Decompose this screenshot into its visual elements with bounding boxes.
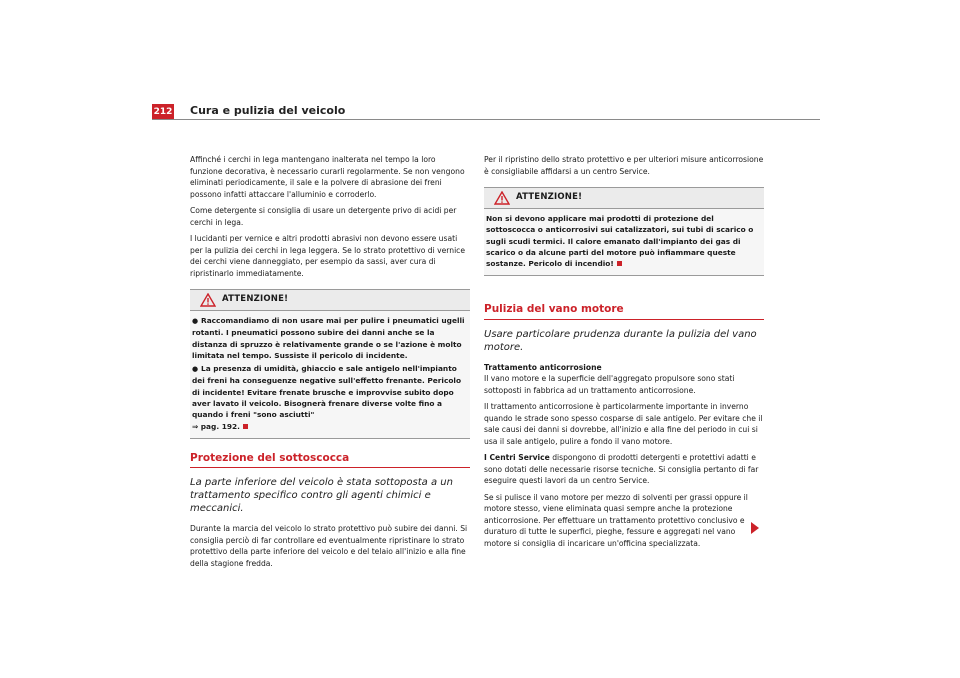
paragraph: I lucidanti per vernice e altri prodotti abrasivi non devono essere usati per la pulizia dei cerchi in lega leggera. Se lo strato protettivo di vernice dei cerchi viene danneggiato, per esempio da sassi, aver cura di ripristinarlo immediatamente. [190,234,466,278]
warning-box [190,289,470,439]
bold-term: I Centri Service [484,453,550,463]
end-marker-icon [617,261,622,266]
warning-text-content: Non si devono applicare mai prodotti di protezione del sottoscocca o anticorrosivi sui catalizzatori, sui tubi di scarico o sugli scudi termici. Il calore emanato dall'impianto dei gas di scarico o da alcune parti del motore può infiammare queste sostanze. Pericolo di incendio! [486,214,754,269]
paragraph: Se si pulisce il vano motore per mezzo di solventi per grassi oppure il motore stesso, viene eliminata quasi sempre anche la protezione anticorrosione. Per effettuare un trattamento protettivo conclusivo e duraturo di tutte le superfici, pieghe, fessure e aggregati nel vano motore si consiglia di incaricare un'officina specializzata. [484,492,748,548]
paragraph: Come detergente si consiglia di usare un detergente privo di acidi per cerchi in lega. [190,206,457,227]
warning-bullet-text: Raccomandiamo di non usare mai per pulire i pneumatici ugelli rotanti. I pneumatici possono subire dei danni anche se la distanza di spruzzo è relativamente grande o se l'azione è molto limitata nel tempo. Sussiste il pericolo di incidente. [192,316,465,360]
paragraph [484,452,764,487]
paragraph: Durante la marcia del veicolo lo strato protettivo può subire dei danni. Si consiglia perciò di far controllare ed eventualmente ripristinare lo strato protettivo della parte inferiore del veicolo e del telaio all'inizio e alla fine della stagione fredda. [190,524,468,568]
warning-triangle-icon [200,293,216,307]
right-column [484,154,764,554]
warning-bullet [192,363,468,432]
warning-bullet-text: La presenza di umidità, ghiaccio e sale antigelo nell'impianto dei freni ha conseguenze negative sull'effetto frenante. Pericolo di incidente! Evitare frenate brusche e improvvise subito dopo aver lavato il veicolo. Bisognerà frenare diverse volte fino a quando i freni "sono asciutti" [192,364,462,420]
warning-triangle-icon [494,191,510,205]
section-title: Protezione del sottoscocca [190,453,470,469]
warning-title: ATTENZIONE! [222,294,289,305]
page-number: 212 [152,104,174,119]
paragraph: Il trattamento anticorrosione è particolarmente importante in inverno quando le strade sono spesso cosparse di sale antigelo. Per evitare che il sale causi dei danni si dovrebbe, all'inizio e alla fine del periodo in cui si usa il sale antigelo, pulire a fondo il vano motore. [484,402,763,446]
paragraph: Il vano motore e la superficie dell'aggregato propulsore sono stati sottoposti in fabbrica ad un trattamento anticorrosione. [484,374,735,395]
paragraph-text: dispongono di prodotti detergenti e protettivi adatti e sono dotati delle necessarie risorse tecniche. Si consiglia pertanto di far eseguire questi lavori da un centro Service. [484,453,759,486]
paragraph: Affinché i cerchi in lega mantengano inalterata nel tempo la loro funzione decorativa, è necessario curarli regolarmente. Se non vengono eliminati periodicamente, il sale e la polvere di abrasione dei freni possono infatti attaccare l'alluminio e corroderlo. [190,155,465,199]
bullet-icon: ● [192,365,199,374]
header-divider [152,119,820,120]
subheading: Trattamento anticorrosione [484,362,602,372]
section-subtitle: Usare particolare prudenza durante la pulizia del vano motore. [484,328,757,353]
end-marker-icon [243,424,248,429]
warning-body [484,209,764,275]
left-column [190,154,470,574]
warning-text [486,213,762,269]
warning-title: ATTENZIONE! [516,192,583,203]
warning-header [484,188,764,209]
warning-bullet [192,315,468,361]
chapter-title: Cura e pulizia del veicolo [190,104,346,117]
warning-box [484,187,764,276]
section-title: Pulizia del vano motore [484,304,764,320]
section-subtitle: La parte inferiore del veicolo è stata sottoposta a un trattamento specifico contro gli agenti chimici e meccanici. [190,477,453,515]
continue-arrow-icon [751,522,759,534]
bullet-icon: ● [192,317,199,325]
warning-header [190,290,470,311]
paragraph: Per il ripristino dello strato protettivo e per ulteriori misure anticorrosione è consigliabile affidarsi a un centro Service. [484,155,764,176]
warning-body [190,311,470,438]
page-reference-link[interactable]: ⇒ pag. 192. [192,421,240,431]
